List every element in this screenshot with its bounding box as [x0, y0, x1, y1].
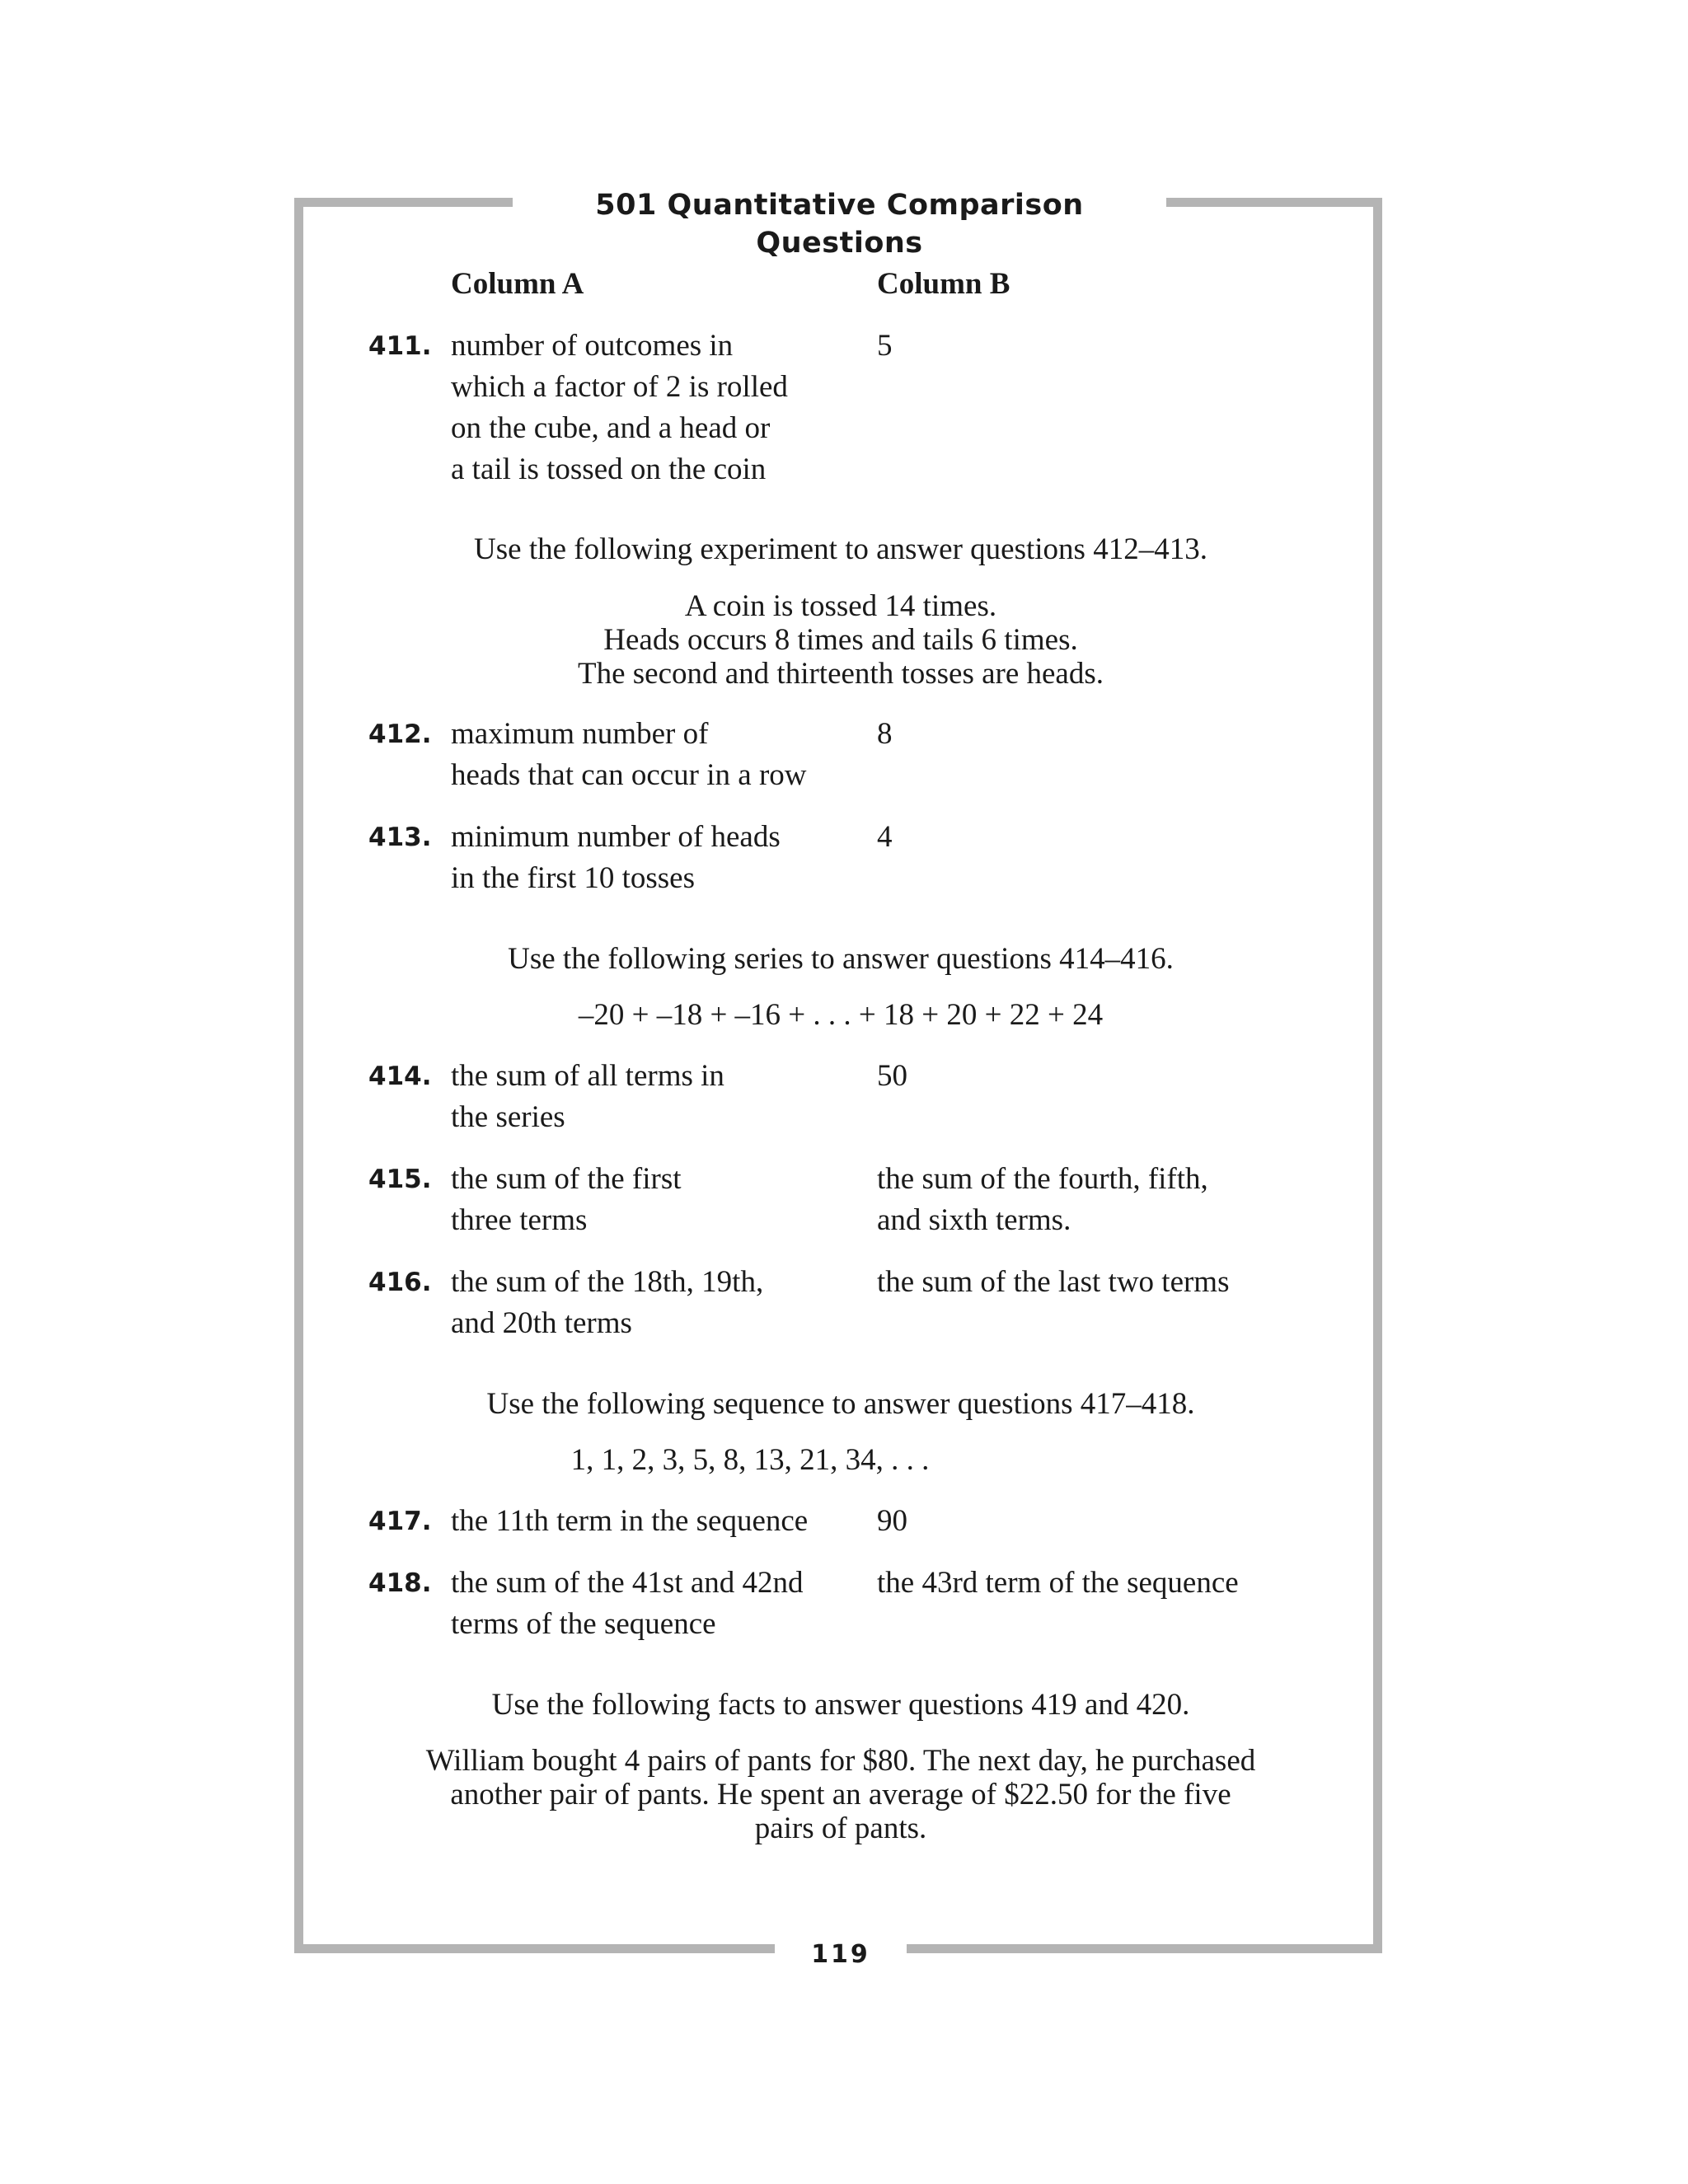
column-b-text: 90	[877, 1504, 907, 1538]
sequence-intro: Use the following sequence to answer questions 417–418.	[486, 1387, 1195, 1421]
question-number: 414.	[368, 1062, 432, 1091]
column-a-text: the sum of the first three terms	[451, 1162, 682, 1237]
question-number: 417.	[368, 1507, 432, 1536]
sequence-text: 1, 1, 2, 3, 5, 8, 13, 21, 34, . . .	[570, 1443, 930, 1477]
column-a-header: Column A	[451, 267, 584, 301]
column-a-text: maximum number of heads that can occur in a row	[451, 717, 807, 792]
column-b-text: 8	[877, 717, 893, 751]
column-b-text: the sum of the fourth, fifth, and sixth terms.	[877, 1162, 1208, 1237]
column-b-text: 5	[877, 329, 893, 363]
column-b-text: 50	[877, 1059, 907, 1093]
series-intro: Use the following series to answer questions 414–416.	[508, 942, 1174, 976]
column-b-text: the 43rd term of the sequence	[877, 1566, 1239, 1600]
experiment-text: A coin is tossed 14 times. Heads occurs 8 times and tails 6 times. The second and thirteenth tosses are heads.	[577, 589, 1104, 691]
question-number: 412.	[368, 719, 432, 749]
series-text: –20 + –18 + –16 + . . . + 18 + 20 + 22 + 24	[578, 998, 1104, 1032]
column-b-text: 4	[877, 820, 893, 854]
column-a-text: the 11th term in the sequence	[451, 1504, 809, 1538]
column-b-header: Column B	[877, 267, 1010, 301]
column-b-text: the sum of the last two terms	[877, 1265, 1230, 1299]
facts-intro: Use the following facts to answer questions 419 and 420.	[491, 1688, 1190, 1722]
experiment-intro: Use the following experiment to answer questions 412–413.	[474, 532, 1207, 566]
column-a-text: the sum of all terms in the series	[451, 1059, 724, 1134]
question-number: 418.	[368, 1568, 432, 1598]
question-number: 411.	[368, 331, 432, 361]
running-header: 501 Quantitative Comparison Questions	[513, 186, 1166, 224]
facts-text: William bought 4 pairs of pants for $80. The next day, he purchased another pair of pants. He spent an average of $22.50 for the five pairs of pants.	[425, 1744, 1256, 1845]
column-a-text: number of outcomes in which a factor of 2 is rolled on the cube, and a head or a tail is tossed on the coin	[451, 329, 788, 486]
question-number: 416.	[368, 1268, 432, 1297]
question-number: 413.	[368, 823, 432, 852]
column-a-text: the sum of the 41st and 42nd terms of the sequence	[451, 1566, 804, 1641]
page-number: 119	[775, 1937, 907, 1973]
column-a-text: the sum of the 18th, 19th, and 20th terms	[451, 1265, 764, 1340]
question-number: 415.	[368, 1165, 432, 1194]
column-a-text: minimum number of heads in the first 10 tosses	[451, 820, 781, 895]
